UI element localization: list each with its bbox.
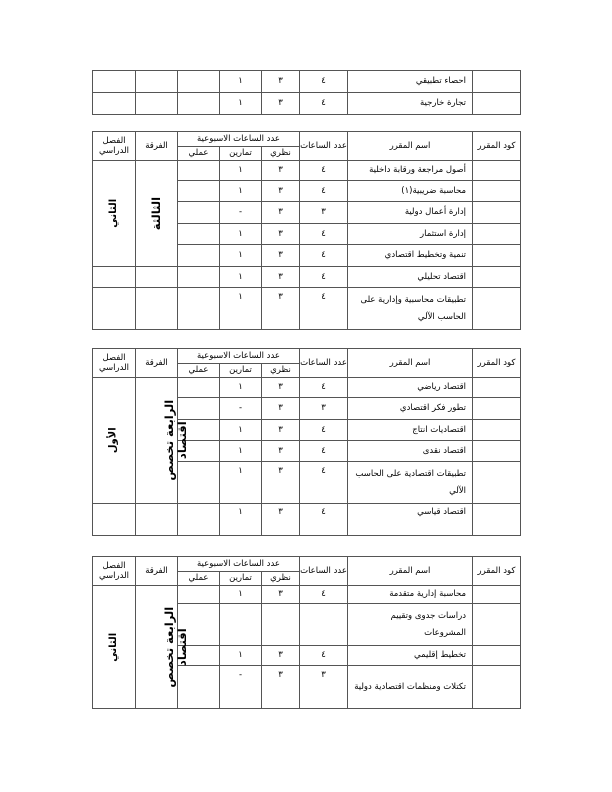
practical-header: عملي bbox=[178, 572, 220, 586]
year-cell: الرابعة تخصص اقتصاد bbox=[136, 378, 178, 504]
course-name: تكتلات ومنظمات اقتصادية دولية bbox=[348, 666, 473, 709]
table-row: ١ ٣ ٤ اقتصاد نقدى bbox=[93, 441, 521, 462]
course-table-top bbox=[92, 70, 521, 115]
total-hours-header: عدد الساعات bbox=[300, 132, 348, 161]
course-name: اقتصاديات انتاج bbox=[348, 420, 473, 441]
table-row: ١ ٣ ٤ اقتصاد تحليلي bbox=[93, 267, 521, 288]
course-name: اقتصاد تحليلي bbox=[348, 267, 473, 288]
course-name: محاسبة إدارية متقدمة bbox=[348, 586, 473, 604]
semester-cell: الثاني bbox=[93, 586, 136, 709]
table-row: - ٣ ٣ إدارة أعمال دولية bbox=[93, 202, 521, 224]
table-row: الثاني الرابعة تخصص اقتصاد ١ ٣ ٤ محاسبة إدارية متقدمة bbox=[93, 586, 521, 604]
table-row: ١ ٣ ٤ اقتصاديات انتاج bbox=[93, 420, 521, 441]
course-name-header: اسم المقرر bbox=[348, 132, 473, 161]
course-table-third-year bbox=[92, 131, 521, 330]
year-header: الفرقة bbox=[136, 557, 178, 586]
course-name: اقتصاد قياسي bbox=[348, 504, 473, 536]
semester-header: الفصل الدراسي bbox=[93, 349, 136, 378]
total-hours-header: عدد الساعات bbox=[300, 349, 348, 378]
table-row: ١ ٣ ٤ تجارة خارجية bbox=[93, 93, 521, 115]
theory-header: نظري bbox=[262, 572, 300, 586]
semester-header: الفصل الدراسي bbox=[93, 557, 136, 586]
table-row: الثاني الثالثة ١ ٣ ٤ أصول مراجعة ورقابة داخلية bbox=[93, 161, 521, 181]
header-row bbox=[93, 557, 521, 572]
weekly-hours-header: عدد الساعات الاسبوعية bbox=[178, 349, 300, 364]
table-row: ١ ٣ ٤ إدارة استثمار bbox=[93, 224, 521, 245]
year-cell: الرابعة تخصص اقتصاد bbox=[136, 586, 178, 709]
course-name: اقتصاد رياضي bbox=[348, 378, 473, 398]
course-table-fourth-year-second bbox=[92, 556, 521, 709]
table-row: ١ ٣ ٤ تطبيقات محاسبية وإدارية على الحاسب الآلي bbox=[93, 288, 521, 330]
table-row: ١ ٣ ٤ محاسبة ضريبية(١) bbox=[93, 181, 521, 202]
practical-header: عملي bbox=[178, 364, 220, 378]
course-code-header: كود المقرر bbox=[473, 132, 521, 161]
header-row bbox=[93, 132, 521, 147]
year-header: الفرقة bbox=[136, 132, 178, 161]
course-name: تنمية وتخطيط اقتصادي bbox=[348, 245, 473, 267]
course-code-header: كود المقرر bbox=[473, 349, 521, 378]
table-row: - ٣ ٣ تطور فكر اقتصادي bbox=[93, 398, 521, 420]
semester-cell: الأول bbox=[93, 378, 136, 504]
header-row bbox=[93, 349, 521, 364]
practical-header: عملي bbox=[178, 147, 220, 161]
semester-cell: الثاني bbox=[93, 161, 136, 267]
table-row: ١ ٣ ٤ اقتصاد قياسي bbox=[93, 504, 521, 536]
course-name: دراسات جدوى وتقييم المشروعات bbox=[348, 604, 473, 646]
exercises-header: تمارين bbox=[220, 147, 262, 161]
table-row: - ٣ ٣ تكتلات ومنظمات اقتصادية دولية bbox=[93, 666, 521, 709]
course-name: أصول مراجعة ورقابة داخلية bbox=[348, 161, 473, 181]
total-hours-header: عدد الساعات bbox=[300, 557, 348, 586]
weekly-hours-header: عدد الساعات الاسبوعية bbox=[178, 557, 300, 572]
exercises-header: تمارين bbox=[220, 364, 262, 378]
course-name: اقتصاد نقدى bbox=[348, 441, 473, 462]
course-name-header: اسم المقرر bbox=[348, 349, 473, 378]
course-table-fourth-year-first bbox=[92, 348, 521, 536]
theory-header: نظري bbox=[262, 364, 300, 378]
course-name: محاسبة ضريبية(١) bbox=[348, 181, 473, 202]
course-name: احصاء تطبيقي bbox=[348, 71, 473, 93]
table-row: ١ ٣ ٤ تخطيط إقليمي bbox=[93, 646, 521, 666]
table-row: ١ ٣ ٤ تنمية وتخطيط اقتصادي bbox=[93, 245, 521, 267]
course-name-header: اسم المقرر bbox=[348, 557, 473, 586]
weekly-hours-header: عدد الساعات الاسبوعية bbox=[178, 132, 300, 147]
theory-header: نظري bbox=[262, 147, 300, 161]
table-row: ١ ٣ ٤ تطبيقات اقتصادية على الحاسب الآلي bbox=[93, 462, 521, 504]
exercises-header: تمارين bbox=[220, 572, 262, 586]
course-name: تخطيط إقليمي bbox=[348, 646, 473, 666]
course-name: تطبيقات اقتصادية على الحاسب الآلي bbox=[348, 462, 473, 504]
course-code-header: كود المقرر bbox=[473, 557, 521, 586]
table-row: الأول الرابعة تخصص اقتصاد ١ ٣ ٤ اقتصاد رياضي bbox=[93, 378, 521, 398]
course-name: تطور فكر اقتصادي bbox=[348, 398, 473, 420]
year-header: الفرقة bbox=[136, 349, 178, 378]
semester-header: الفصل الدراسي bbox=[93, 132, 136, 161]
table-row: ١ ٣ ٤ احصاء تطبيقي bbox=[93, 71, 521, 93]
course-name: إدارة أعمال دولية bbox=[348, 202, 473, 224]
year-cell: الثالثة bbox=[136, 161, 178, 267]
course-name: تطبيقات محاسبية وإدارية على الحاسب الآلي bbox=[348, 288, 473, 330]
course-name: تجارة خارجية bbox=[348, 93, 473, 115]
course-name: إدارة استثمار bbox=[348, 224, 473, 245]
